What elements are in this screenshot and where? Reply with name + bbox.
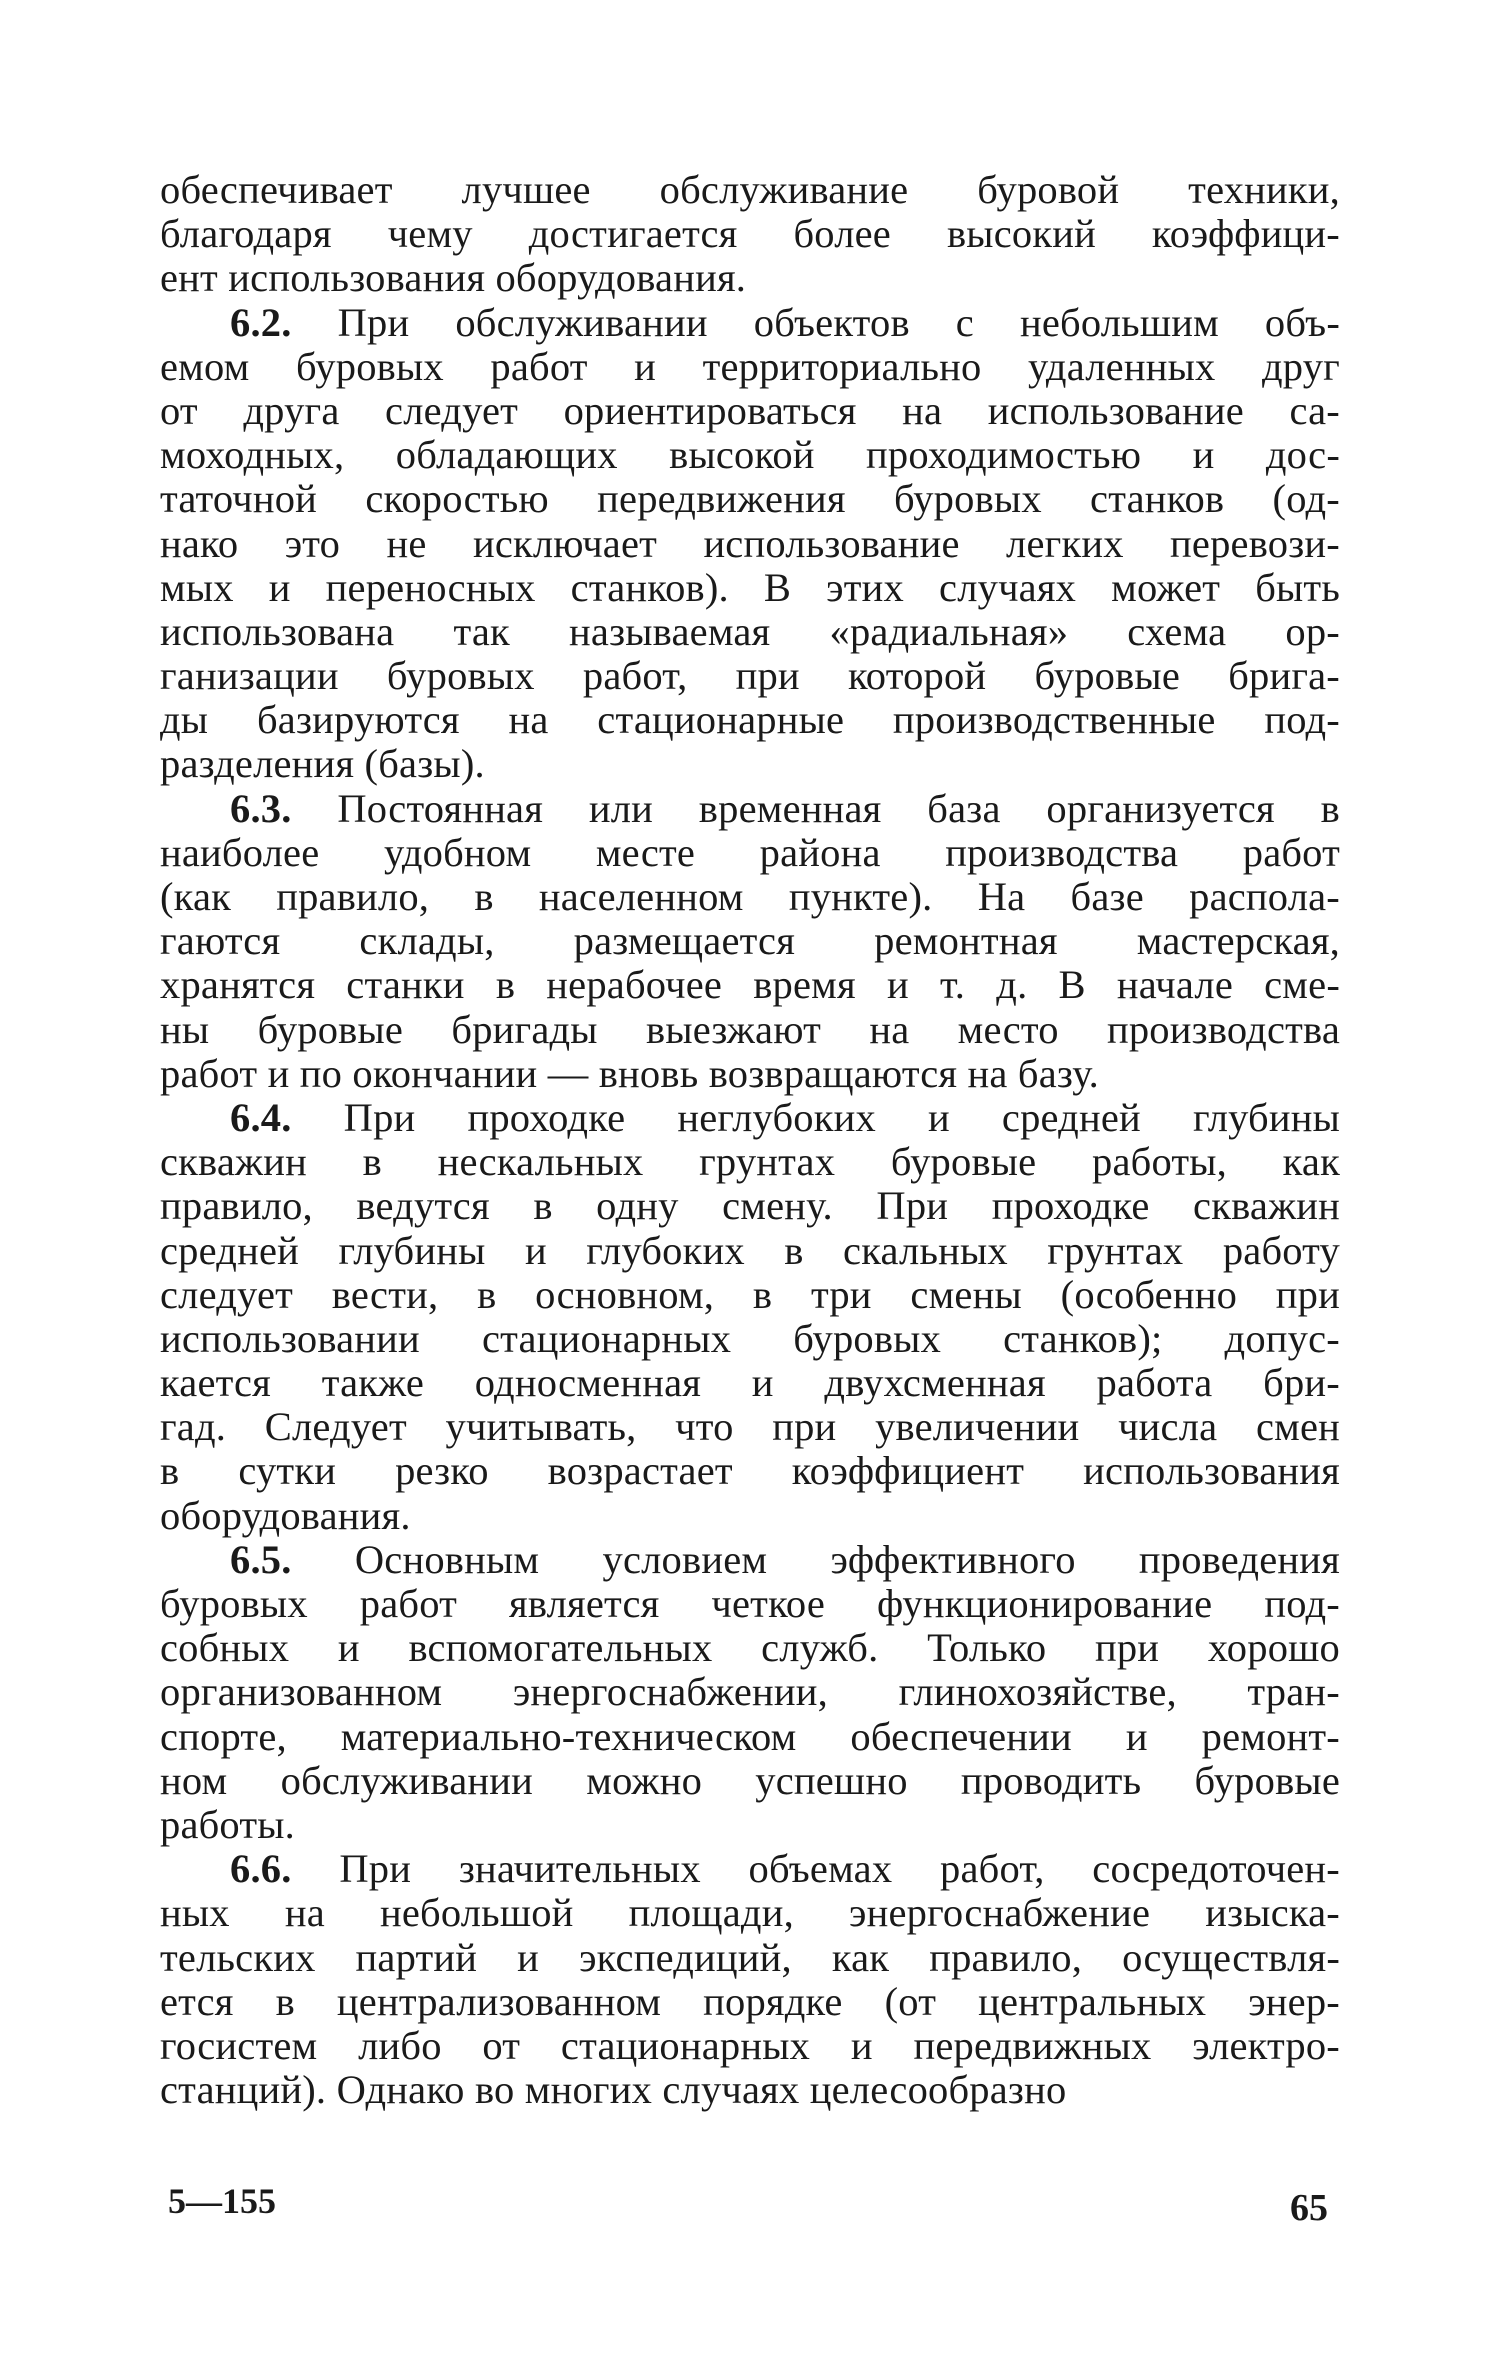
text-line: [160, 1273, 1340, 1317]
line-text: организованном энергоснабжении, глинохозяйстве, тран-: [160, 1669, 1340, 1715]
line-text: в сутки резко возрастает коэффициент использования: [160, 1448, 1340, 1494]
line-text: разделения (базы).: [160, 741, 485, 787]
line-text: обеспечивает лучшее обслуживание буровой техники,: [160, 167, 1340, 212]
paragraph: [160, 1847, 1340, 2112]
line-text: кается также односменная и двухсменная работа бри-: [160, 1360, 1340, 1406]
text-line: [160, 875, 1340, 919]
line-text: ганизации буровых работ, при которой буровые брига-: [160, 653, 1340, 699]
text-line: [160, 2068, 1340, 2112]
text-line: [160, 1052, 1340, 1096]
line-text: использована так называемая «радиальная» схема ор-: [160, 608, 1340, 654]
text-line: [160, 1980, 1340, 2024]
line-text: емом буровых работ и территориально удаленных друг: [160, 343, 1340, 389]
line-text: таточной скоростью передвижения буровых станков (од-: [160, 476, 1340, 522]
line-text: нако это не исключает использование легких перевози-: [160, 520, 1340, 566]
text-line: [160, 1670, 1340, 1714]
line-text: правило, ведутся в одну смену. При проходке скважин: [160, 1183, 1340, 1229]
line-text: хранятся станки в нерабочее время и т. д. В начале сме-: [160, 962, 1340, 1008]
text-line: [160, 1140, 1340, 1184]
line-text: станций). Однако во многих случаях целесообразно: [160, 2067, 1067, 2113]
text-line: [160, 345, 1340, 389]
text-line: [160, 301, 1340, 345]
text-line: [160, 1229, 1340, 1273]
paragraph-number: 6.3.: [230, 785, 292, 831]
line-text: буровых работ является четкое функционирование под-: [160, 1581, 1340, 1626]
text-line: [160, 256, 1340, 300]
paragraph-number: 6.2.: [230, 299, 292, 345]
text-line: [160, 1494, 1340, 1538]
line-text: собных и вспомогательных служб. Только при хорошо: [160, 1625, 1340, 1671]
paragraph: [160, 168, 1340, 301]
line-text: скважин в нескальных грунтах буровые работы, как: [160, 1139, 1340, 1185]
line-text: Постоянная или временная база организуется в: [337, 785, 1340, 831]
text-line: [160, 1449, 1340, 1493]
printer-signature: 5—155: [168, 2181, 276, 2221]
line-text: использовании стационарных буровых станков); допус-: [160, 1315, 1340, 1361]
line-text: При обслуживании объектов с небольшим объ-: [337, 299, 1340, 345]
text-line: [160, 522, 1340, 566]
text-line: [160, 566, 1340, 610]
line-text: ных на небольшой площади, энергоснабжение изыска-: [160, 1890, 1340, 1936]
line-text: тельских партий и экспедиций, как правило, осуществля-: [160, 1934, 1340, 1980]
line-text: гаются склады, размещается ремонтная мастерская,: [160, 918, 1340, 964]
paragraph-number: 6.6.: [230, 1846, 292, 1892]
line-text: ется в централизованном порядке (от центральных энер-: [160, 1978, 1340, 2024]
text-line: [160, 1626, 1340, 1670]
text-line: [160, 1184, 1340, 1228]
line-text: госистем либо от стационарных и передвижных электро-: [160, 2022, 1340, 2068]
page-number: 65: [1290, 2187, 1328, 2229]
line-text: При значительных объемах работ, сосредоточен-: [339, 1846, 1340, 1892]
text-line: [160, 1582, 1340, 1626]
line-text: моходных, обладающих высокой проходимостью и дос-: [160, 432, 1340, 478]
line-text: ды базируются на стационарные производственные под-: [160, 697, 1340, 743]
text-line: [160, 1538, 1340, 1582]
line-text: спорте, материально-техническом обеспечении и ремонт-: [160, 1713, 1340, 1759]
paragraph-number: 6.4.: [230, 1094, 292, 1140]
text-line: [160, 963, 1340, 1007]
line-text: работ и по окончании — вновь возвращаются на базу.: [160, 1050, 1099, 1096]
text-line: [160, 698, 1340, 742]
text-line: [160, 389, 1340, 433]
line-text: следует вести, в основном, в три смены (особенно при: [160, 1271, 1340, 1317]
paragraph-number: 6.5.: [230, 1536, 292, 1582]
text-line: [160, 168, 1340, 212]
line-text: При проходке неглубоких и средней глубины: [343, 1094, 1340, 1140]
text-line: [160, 1803, 1340, 1847]
text-line: [160, 1361, 1340, 1405]
line-text: благодаря чему достигается более высокий коэффици-: [160, 211, 1340, 257]
text-line: [160, 1008, 1340, 1052]
text-line: [160, 1847, 1340, 1891]
line-text: гад. Следует учитывать, что при увеличении числа смен: [160, 1404, 1340, 1450]
text-line: [160, 477, 1340, 521]
text-line: [160, 1317, 1340, 1361]
text-line: [160, 433, 1340, 477]
line-text: оборудования.: [160, 1492, 411, 1538]
line-text: ном обслуживании можно успешно проводить буровые: [160, 1757, 1340, 1803]
text-line: [160, 787, 1340, 831]
text-line: [160, 654, 1340, 698]
line-text: ны буровые бригады выезжают на место производства: [160, 1006, 1340, 1052]
line-text: наиболее удобном месте района производства работ: [160, 829, 1340, 875]
text-line: [160, 831, 1340, 875]
text-line: [160, 1715, 1340, 1759]
paragraph: [160, 1096, 1340, 1538]
line-text: Основным условием эффективного проведения: [354, 1536, 1340, 1582]
text-line: [160, 1405, 1340, 1449]
text-line: [160, 742, 1340, 786]
text-line: [160, 212, 1340, 256]
text-line: [160, 1936, 1340, 1980]
text-line: [160, 1759, 1340, 1803]
line-text: от друга следует ориентироваться на использование са-: [160, 387, 1340, 433]
body-text: [160, 168, 1340, 2112]
paragraph: [160, 1538, 1340, 1847]
paragraph: [160, 301, 1340, 787]
text-line: [160, 919, 1340, 963]
text-line: [160, 610, 1340, 654]
paragraph: [160, 787, 1340, 1096]
text-line: [160, 2024, 1340, 2068]
line-text: (как правило, в населенном пункте). На базе распола-: [160, 874, 1340, 919]
text-line: [160, 1096, 1340, 1140]
text-line: [160, 1891, 1340, 1935]
line-text: мых и переносных станков). В этих случаях может быть: [160, 564, 1340, 610]
line-text: средней глубины и глубоких в скальных грунтах работу: [160, 1227, 1340, 1273]
line-text: ент использования оборудования.: [160, 255, 747, 301]
line-text: работы.: [160, 1801, 295, 1847]
